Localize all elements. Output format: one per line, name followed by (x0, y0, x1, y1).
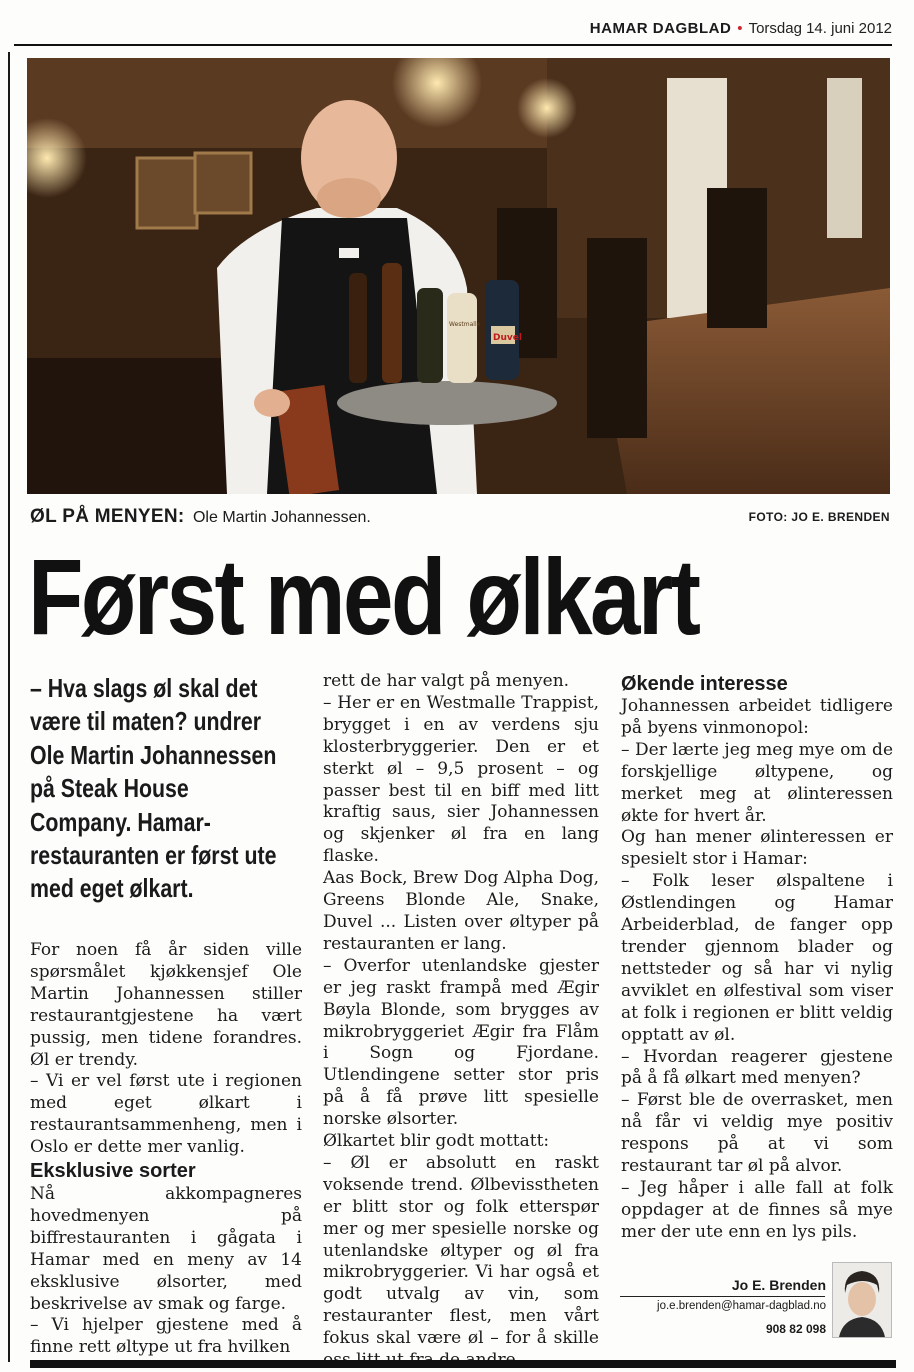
body-paragraph: Aas Bock, Brew Dog Alpha Dog, Greens Blonde Ale, Snake, Duvel ... Listen over øltyper på restauranten er lang. (323, 868, 599, 954)
left-column-rule (8, 52, 10, 1362)
body-paragraph: – Her er en Westmalle Trappist, brygget i en av verdens sju klosterbryggerier. Den er et sterkt øl – 9,5 prosent – og passer best til en biff med litt kraftig saus, sier Johannessen og skjenker øl fra en lang flaske. (323, 692, 599, 867)
body-paragraph: – Jeg håper i alle fall at folk oppdager at de finnes så mye mer der ute enn en lys pils. (621, 1177, 893, 1242)
headline: Først med ølkart (28, 536, 699, 657)
restaurant-scene-illustration (27, 58, 890, 494)
subhead-exclusive: Eksklusive sorter (30, 1160, 196, 1182)
body-paragraph: – Vi hjelper gjestene med å finne rett øltype ut fra hvilken (30, 1315, 302, 1358)
caption-text: Ole Martin Johannessen. (192, 509, 371, 526)
ingress-line: på Steak House (30, 773, 189, 804)
column-1 (30, 940, 302, 1159)
ingress-line: Ole Martin Johannessen (30, 739, 277, 770)
body-paragraph: – Folk leser ølspaltene i Østlendingen og Hamar Arbeiderblad, de fanger opp trender gjennom blader og nettsteder og så har vi nylig avviklet en ølfestival som viser at folk i regionen er blitt veldig opptatt av øl. (621, 871, 893, 1045)
author-portrait-icon (833, 1263, 891, 1337)
article-photo (27, 58, 890, 494)
caption-kicker: ØL PÅ MENYEN: (30, 506, 185, 527)
byline-rule (620, 1296, 825, 1297)
subhead-interest: Økende interesse (621, 673, 788, 695)
column-1-continued (30, 1184, 302, 1359)
author-name: Jo E. Brenden (731, 1277, 826, 1293)
separator-dot-icon: • (737, 20, 743, 37)
body-paragraph: Ølkartet blir godt mottatt: (323, 1131, 550, 1152)
ingress (30, 672, 305, 906)
ingress-line: – Hva slags øl skal det (30, 673, 258, 703)
column-2 (323, 671, 599, 1372)
body-paragraph: – Hvordan reagerer gjestene på å få ølkart med menyen? (621, 1046, 893, 1089)
author-email[interactable]: jo.e.brenden@hamar-dagblad.no (657, 1300, 826, 1312)
ingress-line: være til maten? undrer (30, 706, 262, 737)
author-phone: 908 82 098 (765, 1322, 826, 1336)
masthead (14, 18, 892, 46)
photo-caption (30, 506, 890, 530)
body-paragraph: – Øl er absolutt en raskt voksende trend. Ølbevisstheten er blitt stor og folk etterspør mer og mer spesielle norske og utenlandske øltyper og øl fra mikrobryggerier. Vi har også et godt utvalg av vin, som restauranter flest, men vårt fokus skal være øl – for å skille (323, 1152, 599, 1349)
bottle-label-westmalle: Westmalle (449, 321, 481, 328)
bottom-rule (30, 1360, 896, 1368)
body-paragraph: – Først ble de overrasket, men nå får vi veldig mye positiv respons på at vi som restaurant tar øl på alvor. (621, 1090, 893, 1177)
ingress-line: Company. Hamar- (30, 806, 211, 837)
ingress-line: med eget ølkart. (30, 873, 194, 904)
issue-date: Torsdag 14. juni 2012 (748, 20, 892, 37)
ingress-line: restauranten er først ute (30, 840, 277, 871)
body-paragraph: rett de har valgt på menyen. (323, 671, 570, 691)
body-paragraph: Og han mener ølinteressen er spesielt stor i Hamar: (621, 827, 893, 870)
newspaper-name: HAMAR DAGBLAD (589, 20, 732, 37)
body-paragraph: – Vi er vel først ute i regionen med eget ølkart i restaurantsammenheng, men i Oslo er dette mer vanlig. (30, 1071, 302, 1158)
body-paragraph: Johannessen arbeidet tidligere på byens vinmonopol: (621, 696, 893, 738)
author-portrait (832, 1262, 892, 1338)
bottle-label-duvel: Duvel (493, 333, 522, 343)
photo-credit: FOTO: JO E. BRENDEN (748, 510, 890, 524)
body-paragraph: For noen få år siden ville spørsmålet kjøkkensjef Ole Martin Johannessen stiller restaurantgjestene ha vært pussig, men tidene forandres. Øl er trendy. (30, 940, 302, 1070)
body-paragraph: – Der lærte jeg meg mye om de forskjellige øltypene, og merket meg at ølinteressen økte for hvert år. (621, 739, 893, 826)
body-paragraph: – Overfor utenlandske gjester er jeg raskt frampå med Ægir Bøyla Blonde, som brygges av mikrobryggeriet Ægir fra Flåm i Sogn og Fjordane. Utlendingene setter stor pris på å få prøve litt spesielle norske ølsorter. (323, 955, 599, 1130)
byline (620, 1272, 892, 1340)
body-paragraph: Nå akkompagneres hovedmenyen på biffrestauranten i gågata i Hamar med en meny av 14 eksklusive ølsorter, med beskrivelse av smak og farge. (30, 1184, 302, 1314)
column-3 (621, 696, 893, 1244)
